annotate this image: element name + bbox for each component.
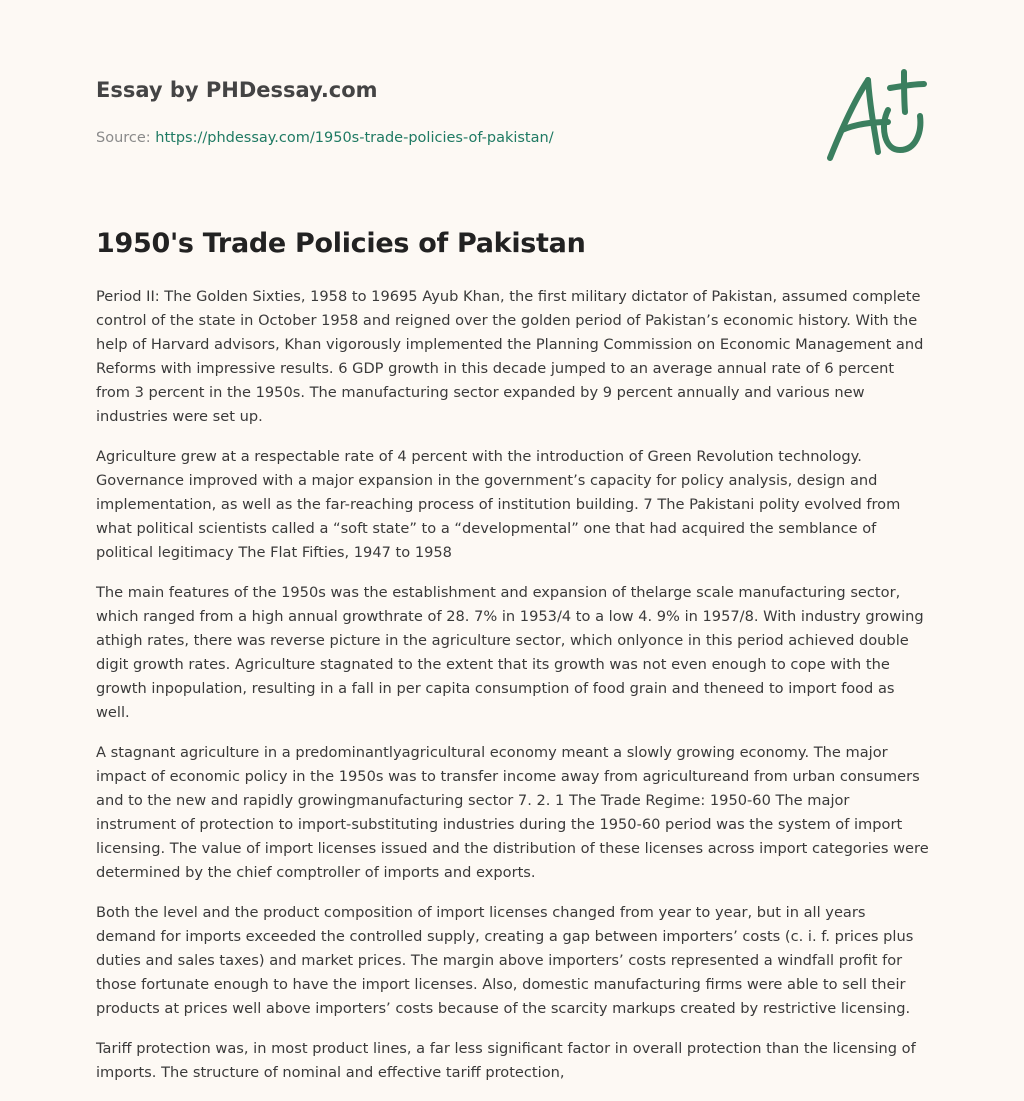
- paragraph: Agriculture grew at a respectable rate of 4 percent with the introduction of Green Revolution technology. Governance improved with a major expansion in the government’s capacity for policy analysis, design and implementation, as well as the far-reaching process of institution building. 7 The Pakistani polity evolved from what political scientists called a “soft state” to a “developmental” one that had acquired the semblance of political legitimacy The Flat Fifties, 1947 to 1958: [96, 448, 901, 561]
- source-link[interactable]: https://phdessay.com/1950s-trade-policies-of-pakistan/: [155, 130, 554, 146]
- site-brand: Essay by PHDessay.com: [96, 78, 378, 102]
- paragraph: Tariff protection was, in most product lines, a far less significant factor in overall protection than the licensing of imports. The structure of nominal and effective tariff protection,: [96, 1040, 916, 1081]
- paragraph: Both the level and the product composition of import licenses changed from year to year, but in all years demand for imports exceeded the controlled supply, creating a gap between importers’ costs (c. i. f. prices plus duties and sales taxes) and market prices. The margin above importers’ costs represented a windfall profit for those fortunate enough to have the import licenses. Also, domestic manufacturing firms were able to sell their products at prices well above importers’ costs because of the scarcity markups created by restrictive licensing.: [96, 904, 914, 1017]
- paragraph: The main features of the 1950s was the establishment and expansion of thelarge scale manufacturing sector, which ranged from a high annual growthrate of 28. 7% in 1953/4 to a low 4. 9% in 1957/8. With industry growing athigh rates, there was reverse picture in the agriculture sector, which onlyonce in this period achieved double digit growth rates. Agriculture stagnated to the extent that its growth was not even enough to cope with the growth inpopulation, resulting in a fall in per capita consumption of food grain and theneed to import food as well.: [96, 584, 924, 721]
- paragraph: Period II: The Golden Sixties, 1958 to 19695 Ayub Khan, the first military dictator of Pakistan, assumed complete control of the state in October 1958 and reigned over the golden period of Pakistan’s economic history. With the help of Harvard advisors, Khan vigorously implemented the Planning Commission on Economic Management and Reforms with impressive results. 6 GDP growth in this decade jumped to an average annual rate of 6 percent from 3 percent in the 1950s. The manufacturing sector expanded by 9 percent annually and various new industries were set up.: [96, 288, 924, 425]
- paragraph: A stagnant agriculture in a predominantlyagricultural economy meant a slowly growing economy. The major impact of economic policy in the 1950s was to transfer income away from agricultureand from urban consumers and to the new and rapidly growingmanufacturing sector 7. 2. 1 The Trade Regime: 1950-60 The major instrument of protection to import-substituting industries during the 1950-60 period was the system of import licensing. The value of import licenses issued and the distribution of these licenses across import categories were determined by the chief comptroller of imports and exports.: [96, 744, 929, 881]
- source-line: [96, 128, 796, 148]
- article-body: [96, 285, 930, 1101]
- article-title: 1950's Trade Policies of Pakistan: [96, 228, 586, 259]
- page-header: [96, 76, 796, 148]
- source-label: Source:: [96, 130, 156, 146]
- a-plus-logo-icon: [822, 66, 932, 166]
